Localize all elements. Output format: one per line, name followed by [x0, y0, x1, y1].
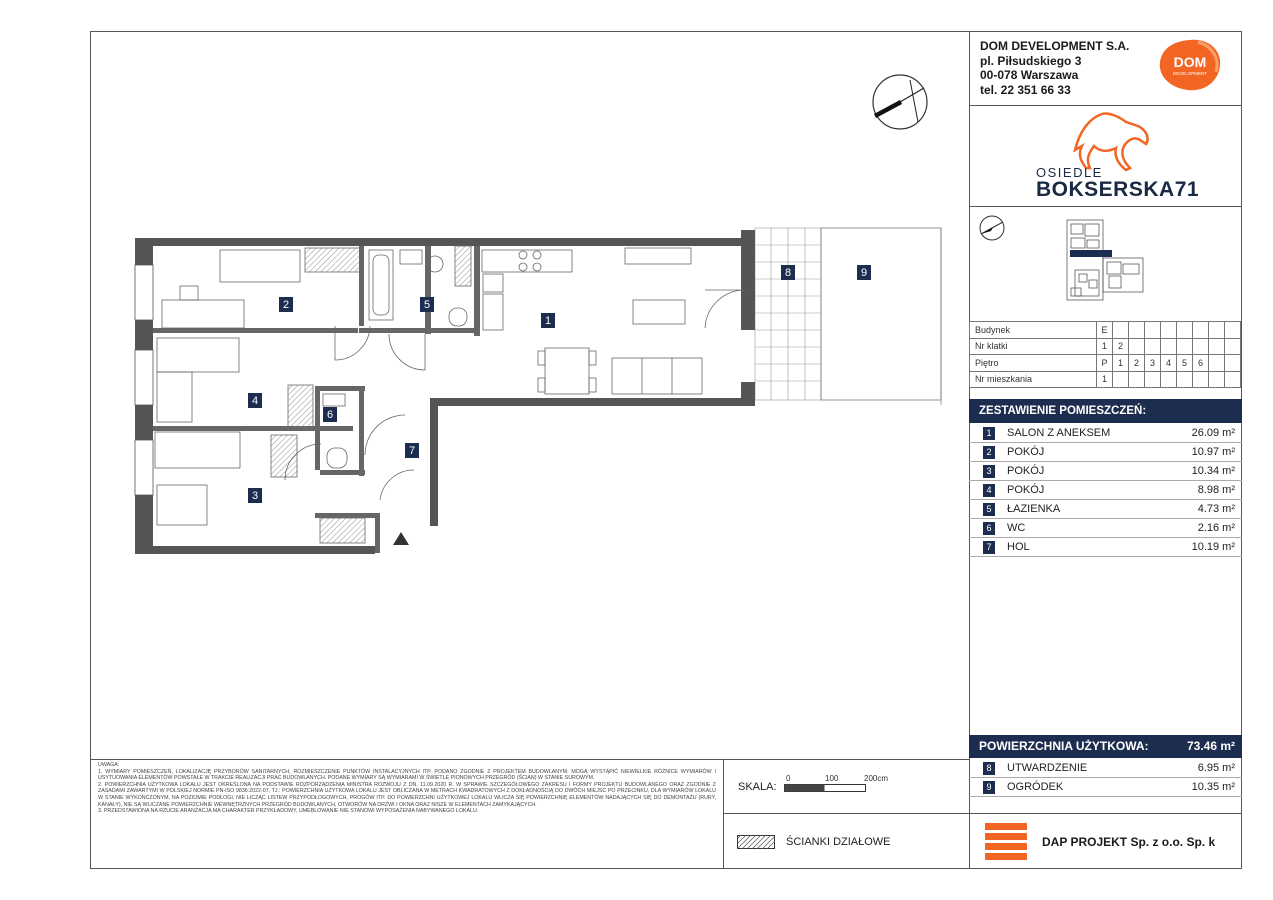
floor-value-3: 3: [1145, 355, 1161, 372]
plan-label-text-3: 3: [251, 490, 259, 502]
furniture: [155, 246, 745, 543]
terrace-grid: [755, 228, 941, 405]
plan-label-text-1: 1: [544, 315, 552, 327]
room-area: 10.97 m²: [1191, 446, 1235, 458]
room-name: HOL: [1007, 541, 1030, 553]
room-number: 7: [983, 541, 995, 554]
company-phone: tel. 22 351 66 33: [980, 82, 1071, 97]
extra-row: [969, 759, 1242, 778]
logo-text-development: DEVELOPMENT: [1172, 71, 1208, 76]
plan-label-text-2: 2: [282, 299, 290, 311]
plan-label-text-7: 7: [408, 445, 416, 457]
scale-bar: [784, 784, 866, 792]
room-name: POKÓJ: [1007, 446, 1045, 458]
estate-street: BOKSERSKA: [1036, 178, 1175, 201]
extra-area: 6.95 m²: [1197, 762, 1235, 774]
room-row: [969, 481, 1242, 500]
note-item: 1. WYMIARY POMIESZCZEŃ, LOKALIZACJĘ PRZYBORÓW SANITARNYCH, ROZMIESZCZENIE PUNKTÓW INSTALACYJNYCH ITP. PODANO ZGODNIE Z PROJEKTEM BUDOWLANYM. MOGĄ WYSTĄPIĆ NIEWIELKIE RÓŻNICE WYMIARÓW I USYTUOWANIA ELEMENTÓW POWSTAŁE W TRAKCIE REALIZACJI PRAC BUDOWLANYCH. PODANE WYMIARY SĄ WYMIARAMI W ŚWIETLE PIONOWYCH PRZEGRÓD (ŚCIAN) W STANIE SUROWYM.: [98, 768, 716, 782]
room-name: POKÓJ: [1007, 465, 1045, 477]
plan-label-text-6: 6: [326, 409, 334, 421]
room-area: 10.19 m²: [1191, 541, 1235, 553]
panel-line: [969, 105, 1242, 106]
extra-name: UTWARDZENIE: [1007, 762, 1088, 774]
company-address: [980, 39, 1129, 97]
dom-development-logo: [1158, 38, 1222, 92]
notes-block: [98, 762, 716, 815]
room-name: ŁAZIENKA: [1007, 503, 1061, 515]
entrance-arrow-icon: [393, 532, 409, 545]
plan-label-text-8: 8: [784, 267, 792, 279]
apartment-value: 1: [1097, 371, 1113, 388]
floor-value-4: 4: [1161, 355, 1177, 372]
apartment-label: Nr mieszkania: [970, 371, 1097, 388]
note-item: 3. PRZEDSTAWIONA NA RZUCIE ARANŻACJA MA CHARAKTER PRZYKŁADOWY, UMEBLOWANIE NIE STANOWI WYPOSAŻENIA NABYWANEGO LOKALU.: [98, 808, 479, 815]
floor-value-2: 2: [1129, 355, 1145, 372]
room-area: 8.98 m²: [1197, 484, 1235, 496]
notes-title: UWAGA:: [98, 762, 120, 768]
note-item: 2. POWIERZCHNIA UŻYTKOWA LOKALU JEST OKREŚLONA NA PODSTAWIE ROZPORZĄDZENIA MINISTRA ROZWOJU Z DN. 11.09.2020 R. W SPRAWIE SZCZEGÓŁOWEGO ZAKRESU I FORMY PROJEKTU BUDOWLANEGO ORAZ ZGODNIE Z ZASADAMI ZAWARTYMI W POLSKIEJ NORMIE PN-ISO 9836:2022-07, TJ.: POWIERZCHNIA UŻYTKOWA LOKALU JEST OBLICZANA W METRACH KWADRATOWYCH Z DOKŁADNOŚCIĄ DO DWÓCH MIEJSC PO PRZECINKU, DLA WYMIARÓW LOKALU W STANIE WYKOŃCZONYM, NA POZIOMIE PODŁOGI, NIE LICZĄC LISTEW PRZYPODŁOGOWYCH, PROGÓW ITP. DO POWIERZCHNI UŻYTKOWEJ LOKALU WLICZA SIĘ POWIERZCHNIĘ ELEMENTÓW NADAJĄCYCH SIĘ DO DEMONTAŻU (RURY, KANAŁY), NIE SĄ WLICZANE POWIERZCHNIE WEWNĘTRZNYCH PRZEGRÓD BUDOWLANYCH, OTWORÓW NA DRZWI I OKNA ORAZ NISZE W ELEMENTACH ZAMYKAJĄCYCH.: [98, 781, 716, 808]
floor-value-5: 5: [1177, 355, 1193, 372]
apartment-info-table: [969, 321, 1241, 388]
company-name: DOM DEVELOPMENT S.A.: [980, 39, 1130, 53]
room-row: [969, 519, 1242, 538]
windows: [135, 265, 153, 495]
legend-divider: [723, 813, 969, 814]
company-city: 00-078 Warszawa: [980, 68, 1079, 82]
room-name: SALON Z ANEKSEM: [1007, 427, 1111, 439]
dap-projekt-logo: [985, 823, 1027, 861]
estate-name-line2: [1036, 178, 1199, 202]
partition-wall-hatch-icon: [737, 835, 775, 849]
logo-text-dom: DOM: [1173, 54, 1207, 70]
scale-tick: 0: [786, 774, 791, 783]
exterior-walls: [135, 230, 755, 554]
compass-small-icon: [980, 216, 1004, 240]
building-label: Budynek: [970, 322, 1097, 339]
room-name: WC: [1007, 522, 1026, 534]
room-number: 3: [983, 465, 995, 478]
rooms-header: ZESTAWIENIE POMIESZCZEŃ:: [969, 399, 1242, 423]
floor-label: Piętro: [970, 355, 1097, 372]
room-number: 5: [983, 503, 995, 516]
panel-line: [969, 813, 1242, 814]
extra-number: 9: [983, 781, 995, 794]
estate-name-line1: OSIEDLE: [1036, 165, 1103, 180]
stair-value-2: 2: [1113, 338, 1129, 355]
room-area: 26.09 m²: [1191, 427, 1235, 439]
row-stair: [970, 338, 1241, 355]
room-row: [969, 443, 1242, 462]
floor-value-1: 1: [1113, 355, 1129, 372]
row-floor: [970, 355, 1241, 372]
notes-divider: [90, 759, 969, 760]
room-number: 6: [983, 522, 995, 535]
plan-label-text-9: 9: [860, 267, 868, 279]
room-number: 1: [983, 427, 995, 440]
floor-value-p: P: [1097, 355, 1113, 372]
stair-value-1: 1: [1097, 338, 1113, 355]
room-area: 10.34 m²: [1191, 465, 1235, 477]
stair-label: Nr klatki: [970, 338, 1097, 355]
scale-divider: [723, 759, 724, 869]
scale-label: SKALA:: [738, 781, 777, 793]
panel-line: [969, 206, 1242, 207]
extra-number: 8: [983, 762, 995, 775]
room-row: [969, 424, 1242, 443]
room-number: 4: [983, 484, 995, 497]
extra-name: OGRÓDEK: [1007, 781, 1064, 793]
scale-tick: 200cm: [864, 774, 889, 783]
plan-label-text-5: 5: [423, 299, 431, 311]
room-row: [969, 538, 1242, 557]
plan-label-text-4: 4: [251, 395, 259, 407]
designer-name: DAP PROJEKT Sp. z o.o. Sp. k: [1042, 835, 1216, 849]
room-row: [969, 462, 1242, 481]
building-key-plan: [975, 210, 1237, 316]
row-apartment: [970, 371, 1241, 388]
company-street: pl. Piłsudskiego 3: [980, 53, 1082, 68]
room-area: 2.16 m²: [1197, 522, 1235, 534]
usable-area-label: POWIERZCHNIA UŻYTKOWA:: [979, 739, 1149, 753]
room-area: 4.73 m²: [1197, 503, 1235, 515]
estate-number: 71: [1174, 178, 1200, 201]
room-name: POKÓJ: [1007, 484, 1045, 496]
floor-value-6: 6: [1193, 355, 1209, 372]
scale-tick: 100: [825, 774, 839, 783]
extra-row: [969, 778, 1242, 797]
room-number: 2: [983, 446, 995, 459]
building-value: E: [1097, 322, 1113, 339]
extra-area: 10.35 m²: [1191, 781, 1235, 793]
legend-partition-walls: ŚCIANKI DZIAŁOWE: [786, 836, 891, 848]
usable-area-bar: [969, 735, 1242, 758]
room-row: [969, 500, 1242, 519]
usable-area-value: 73.46 m²: [1186, 739, 1235, 753]
row-building: [970, 322, 1241, 339]
floor-plan: [125, 60, 955, 560]
